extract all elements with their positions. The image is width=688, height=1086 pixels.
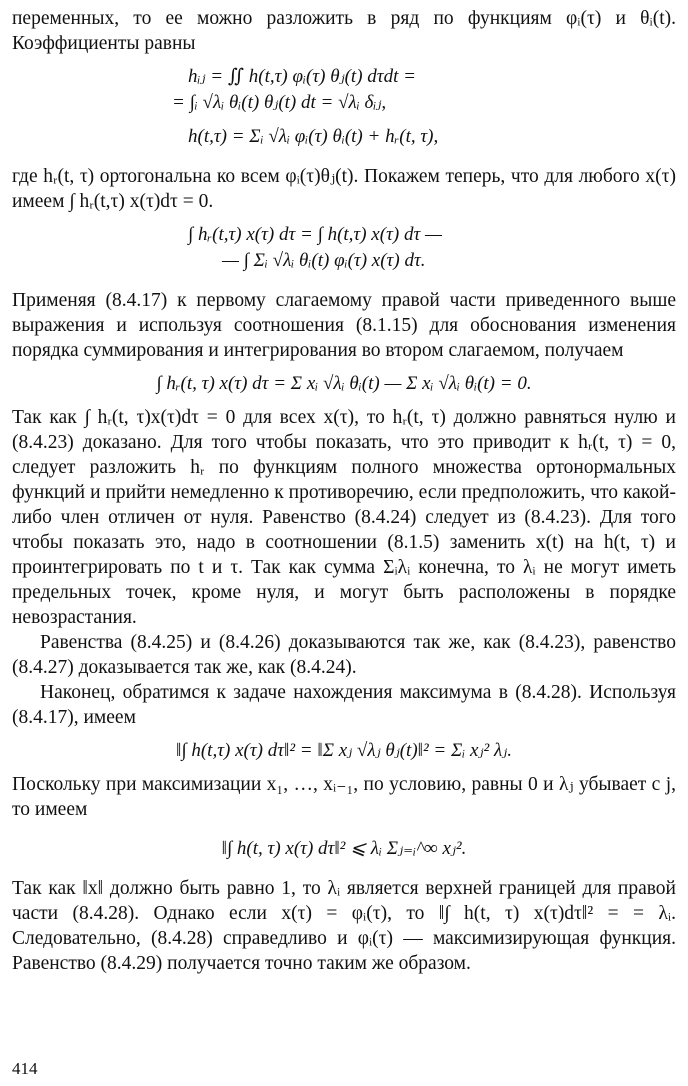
paragraph-maximum: Наконец, обратимся к задаче нахождения максимума в (8.4.28). Используя (8.4.17), имеем [12, 682, 676, 728]
paragraph-equalities: Равенства (8.4.25) и (8.4.26) доказываются так же, как (8.4.23), равенство (8.4.27) доказывается так же, как (8.4.24). [12, 632, 676, 678]
equation-inequality: ‖∫ h(t, τ) x(τ) dτ‖² ⩽ λᵢ Σⱼ₌ᵢ^∞ xⱼ². [221, 838, 467, 859]
paragraph-maximization: Поскольку при максимизации x₁, …, xᵢ₋₁, по условию, равны 0 и λⱼ убывает с j, то имеем [12, 774, 676, 820]
paragraph-orthogonality: где hᵣ(t, τ) ортогональна ко всем φᵢ(τ)θⱼ(t). Покажем теперь, что для любого x(τ) имеем ∫ hᵣ(t,τ) x(τ)dτ = 0. [12, 166, 676, 212]
equation-residual-line2: — ∫ Σᵢ √λᵢ θᵢ(t) φᵢ(τ) x(τ) dτ. [222, 250, 426, 271]
equation-expansion: h(t,τ) = Σᵢ √λᵢ φᵢ(τ) θᵢ(t) + hᵣ(t, τ), [188, 126, 439, 147]
equation-coefficients-line1: hᵢⱼ = ∬ h(t,τ) φᵢ(τ) θⱼ(t) dτdt = [188, 66, 416, 87]
page-number: 414 [12, 1059, 38, 1078]
paragraph-conclusion: Так как ‖x‖ должно быть равно 1, то λᵢ является верхней границей для правой части (8.4.28). Однако если x(τ) = φᵢ(τ), то ‖∫ h(t, τ) x(τ)dτ‖² = = λᵢ. Следовательно, (8.4.28) справедливо и φᵢ(τ) — максимизирующая функция. Равенство (8.4.29) получается точно таким же образом. [12, 878, 676, 974]
paragraph-applying: Применяя (8.4.17) к первому слагаемому правой части приведенного выше выражения и используя соотношения (8.1.15) для обоснования изменения порядка суммирования и интегрирования во втором слагаемом, получаем [12, 290, 676, 361]
paragraph-coefficients: переменных, то ее можно разложить в ряд по функциям φᵢ(τ) и θᵢ(t). Коэффициенты равны [12, 8, 676, 54]
equation-residual-zero: ∫ hᵣ(t, τ) x(τ) dτ = Σ xᵢ √λᵢ θᵢ(t) — Σ xᵢ √λᵢ θᵢ(t) = 0. [156, 373, 532, 394]
paragraph-proof: Так как ∫ hᵣ(t, τ)x(τ)dτ = 0 для всех x(τ), то hᵣ(t, τ) должно равняться нулю и (8.4.23) доказано. Для того чтобы показать, что это приводит к hᵣ(t, τ) = 0, следует разложить hᵣ по функциям полного множества ортонормальных функций и прийти немедленно к противоречию, если предположить, что какой-либо член отличен от нуля. Равенство (8.4.24) следует из (8.4.23). Для того чтобы показать это, надо в соотношении (8.1.5) заменить x(t) на h(t, τ) и проинтегрировать по t и τ. Так как сумма Σᵢλᵢ конечна, то λᵢ не могут иметь предельных точек, кроме нуля, и могут быть расположены в порядке невозрастания. [12, 407, 676, 628]
equation-residual-line1: ∫ hᵣ(t,τ) x(τ) dτ = ∫ h(t,τ) x(τ) dτ — [188, 224, 442, 245]
equation-coefficients-line2: = ∫ᵢ √λᵢ θᵢ(t) θⱼ(t) dt = √λᵢ δᵢⱼ, [172, 92, 387, 113]
equation-norm: ‖∫ h(t,τ) x(τ) dτ‖² = ‖Σ xⱼ √λⱼ θⱼ(t)‖² = Σᵢ xⱼ² λⱼ. [176, 740, 512, 761]
